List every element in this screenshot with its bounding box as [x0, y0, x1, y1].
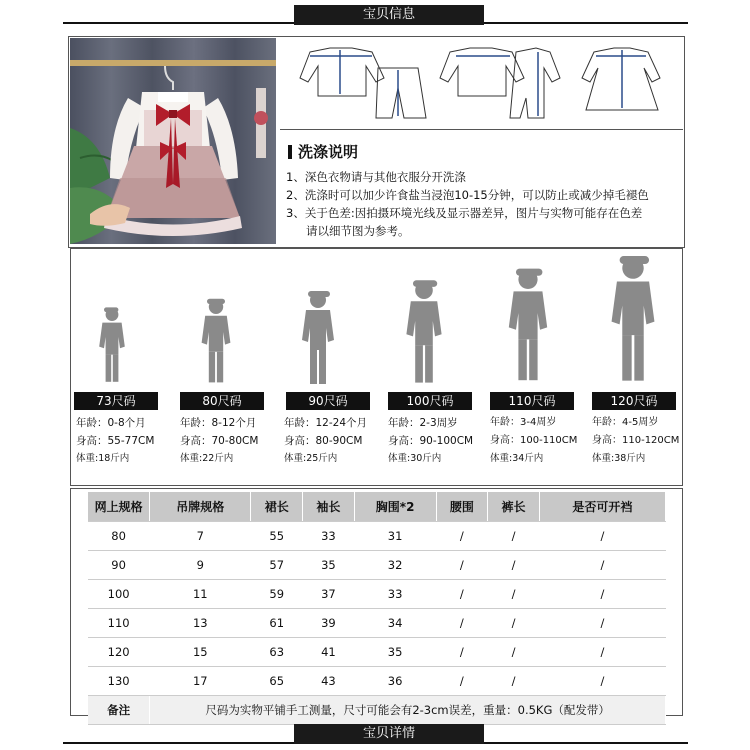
cell: 34	[354, 608, 436, 637]
cell: 35	[354, 637, 436, 666]
care-instructions	[280, 131, 683, 246]
cell: 33	[303, 521, 355, 550]
cell: 41	[303, 637, 355, 666]
size-label-120: 120尺码	[592, 392, 676, 410]
col-header: 吊牌规格	[150, 492, 251, 521]
cell: /	[488, 521, 540, 550]
table-note-row	[88, 695, 666, 724]
note-text: 尺码为实物平铺手工测量，尺寸可能会有2-3cm误差，重量：0.5KG（配发带）	[150, 695, 666, 724]
col-header: 胸围*2	[354, 492, 436, 521]
cell: /	[488, 550, 540, 579]
col-header: 是否可开裆	[539, 492, 665, 521]
size-info-73	[76, 414, 154, 468]
height-text: 身高：70-80CM	[180, 435, 259, 447]
cell: 43	[303, 666, 355, 695]
weight-text: 体重:25斤内	[284, 453, 338, 464]
size-info-90	[284, 414, 367, 468]
height-text: 身高：55-77CM	[76, 435, 155, 447]
cell: 32	[354, 550, 436, 579]
size-label-110: 110尺码	[490, 392, 574, 410]
cell: 33	[354, 579, 436, 608]
cell: /	[488, 608, 540, 637]
section-title-info: 宝贝信息	[294, 5, 484, 25]
weight-text: 体重:38斤内	[592, 453, 646, 464]
section-title-details: 宝贝详情	[294, 724, 484, 744]
cell: /	[436, 666, 488, 695]
cell: 63	[251, 637, 303, 666]
table-row	[88, 637, 666, 666]
table-row	[88, 550, 666, 579]
cell: 11	[150, 579, 251, 608]
child-silhouette-icon	[198, 296, 234, 386]
size-info-110	[490, 414, 577, 468]
size-info-120	[592, 414, 679, 468]
col-header: 裙长	[251, 492, 303, 521]
care-line-4: 请以细节图为参考。	[306, 224, 410, 238]
care-line-3: 3、关于色差:因拍摄环境光线及显示器差异，图片与实物可能存在色差	[286, 206, 643, 220]
weight-text: 体重:30斤内	[388, 453, 442, 464]
cell: 65	[251, 666, 303, 695]
weight-text: 体重:22斤内	[180, 453, 234, 464]
cell: /	[436, 550, 488, 579]
cell: /	[436, 637, 488, 666]
cell: 130	[88, 666, 150, 695]
table-row	[88, 608, 666, 637]
size-info-80	[180, 414, 258, 468]
care-title	[288, 141, 358, 162]
size-info-100	[388, 414, 473, 468]
cell: 55	[251, 521, 303, 550]
cell: /	[488, 579, 540, 608]
size-label-73: 73尺码	[74, 392, 158, 410]
height-text: 身高：100-110CM	[490, 435, 578, 446]
cell: /	[436, 608, 488, 637]
col-header: 网上规格	[88, 492, 150, 521]
title-bar	[288, 145, 292, 159]
cell: /	[436, 579, 488, 608]
age-text: 年龄：0-8个月	[76, 417, 146, 429]
height-text: 身高：110-120CM	[592, 435, 680, 446]
cell: 59	[251, 579, 303, 608]
cell: /	[488, 637, 540, 666]
child-silhouette-icon	[504, 264, 552, 386]
cell: 80	[88, 521, 150, 550]
cell: /	[539, 521, 665, 550]
care-line-2: 2、洗涤时可以加少许食盐当浸泡10-15分钟，可以防止或减少掉毛褪色	[286, 188, 649, 202]
height-text: 身高：90-100CM	[388, 435, 474, 447]
height-text: 身高：80-90CM	[284, 435, 363, 447]
cell: 36	[354, 666, 436, 695]
cell: 15	[150, 637, 251, 666]
cell: 7	[150, 521, 251, 550]
weight-text: 体重:18斤内	[76, 453, 130, 464]
cell: 39	[303, 608, 355, 637]
cell: /	[488, 666, 540, 695]
age-text: 年龄：2-3周岁	[388, 417, 458, 429]
cell: /	[539, 637, 665, 666]
cell: 90	[88, 550, 150, 579]
cell: /	[539, 579, 665, 608]
care-title-text: 洗涤说明	[298, 143, 359, 161]
age-text: 年龄：4-5周岁	[592, 417, 659, 428]
product-photo	[70, 38, 276, 244]
size-label-90: 90尺码	[286, 392, 370, 410]
cell: 100	[88, 579, 150, 608]
table-row	[88, 521, 666, 550]
child-silhouette-icon	[298, 288, 338, 388]
cell: 17	[150, 666, 251, 695]
cell: /	[436, 521, 488, 550]
table-header-row	[88, 492, 666, 521]
spec-table	[88, 492, 666, 725]
child-silhouette-icon	[96, 304, 128, 386]
col-header: 裤长	[488, 492, 540, 521]
table-row	[88, 579, 666, 608]
cell: /	[539, 666, 665, 695]
size-label-100: 100尺码	[388, 392, 472, 410]
cell: 57	[251, 550, 303, 579]
col-header: 腰围	[436, 492, 488, 521]
measurement-diagrams	[280, 38, 683, 130]
cell: /	[539, 608, 665, 637]
cell: 13	[150, 608, 251, 637]
cell: 110	[88, 608, 150, 637]
child-silhouette-icon	[606, 252, 660, 386]
age-text: 年龄：8-12个月	[180, 417, 257, 429]
col-header: 袖长	[303, 492, 355, 521]
cell: /	[539, 550, 665, 579]
cell: 9	[150, 550, 251, 579]
care-line-1: 1、深色衣物请与其他衣服分开洗涤	[286, 170, 466, 184]
cell: 61	[251, 608, 303, 637]
cell: 120	[88, 637, 150, 666]
age-text: 年龄：12-24个月	[284, 417, 368, 429]
note-label: 备注	[88, 695, 150, 724]
cell: 31	[354, 521, 436, 550]
size-label-80: 80尺码	[180, 392, 264, 410]
cell: 37	[303, 579, 355, 608]
weight-text: 体重:34斤内	[490, 453, 544, 464]
table-row	[88, 666, 666, 695]
child-silhouette-icon	[402, 276, 446, 388]
age-text: 年龄：3-4周岁	[490, 417, 557, 428]
cell: 35	[303, 550, 355, 579]
